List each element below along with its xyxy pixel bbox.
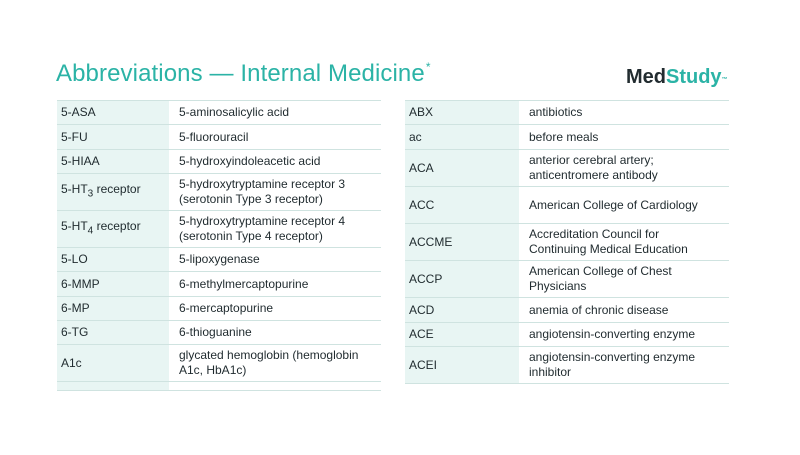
abbreviation-cell: ABX [405, 101, 519, 125]
definition-line: American College of Chest [529, 264, 672, 278]
definition-cell: American College of Cardiology [529, 197, 698, 212]
definition-line: A1c, HbA1c) [179, 363, 247, 377]
table-row [405, 150, 729, 187]
table-row [405, 347, 729, 384]
logo-study: Study [666, 66, 722, 88]
table-row [405, 187, 729, 224]
definition-cell: 5-lipoxygenase [179, 252, 260, 266]
table-row [57, 211, 381, 248]
abbreviation-cell: 5-ASA [57, 101, 169, 125]
definition-line: 5-hydroxytryptamine receptor 4 [179, 214, 346, 228]
logo-trademark: ™ [721, 77, 728, 83]
abbr-subscript: 4 [87, 225, 94, 237]
definition-cell: 5-aminosalicylic acid [179, 105, 290, 119]
definition-cell [169, 345, 381, 382]
abbreviation-cell: ACCME [405, 224, 519, 261]
table-row [57, 150, 381, 174]
title-asterisk: * [425, 60, 431, 74]
abbreviation-cell: ACD [405, 298, 519, 323]
definition-cell [519, 224, 729, 261]
definition-cell: anemia of chronic disease [529, 302, 669, 317]
definition-line: inhibitor [529, 365, 572, 379]
definition-cell: angiotensin-converting enzyme [529, 327, 696, 341]
definition-cell: antibiotics [529, 105, 583, 119]
definition-cell: before meals [529, 129, 599, 144]
table-row [405, 323, 729, 347]
table-row [57, 101, 381, 125]
table-row [405, 125, 729, 150]
table-row-spacer [57, 382, 381, 391]
definition-line: anticentromere antibody [529, 168, 658, 182]
table-row [57, 321, 381, 345]
table-row [57, 125, 381, 150]
table-row [57, 174, 381, 211]
definition-cell [519, 150, 729, 187]
table-row [57, 297, 381, 321]
abbreviation-cell: 5-LO [57, 248, 169, 272]
definition-line: (serotonin Type 4 receptor) [179, 229, 323, 243]
definition-line: Physicians [529, 279, 587, 293]
abbreviation-cell: ACCP [405, 261, 519, 298]
abbreviation-cell [57, 174, 169, 211]
definition-cell: 6-mercaptopurine [179, 301, 274, 315]
abbr-subscript: 3 [87, 188, 94, 200]
definition-cell [169, 211, 381, 248]
definition-cell: 5-fluorouracil [179, 129, 249, 144]
abbreviation-cell: 6-MP [57, 297, 169, 321]
abbreviation-cell: 5-HIAA [57, 150, 169, 174]
page-title-text: Abbreviations — Internal Medicine [56, 60, 425, 87]
abbreviations-table-left [57, 100, 381, 391]
definition-line: Continuing Medical Education [529, 242, 688, 256]
empty-cell [57, 382, 169, 391]
empty-cell [169, 382, 381, 391]
definition-line: Accreditation Council for [529, 227, 660, 241]
definition-cell: 5-hydroxyindoleacetic acid [179, 154, 321, 168]
table-row [405, 224, 729, 261]
abbreviation-cell: ACEI [405, 347, 519, 384]
abbreviation-cell: ACC [405, 187, 519, 224]
definition-cell [519, 261, 729, 298]
abbreviations-table-right [405, 100, 729, 384]
definition-cell [169, 174, 381, 211]
table-row [57, 345, 381, 382]
definition-line: angiotensin-converting enzyme [529, 350, 696, 364]
table-row [57, 272, 381, 297]
definition-cell: 6-methylmercaptopurine [179, 276, 309, 291]
abbreviation-cell: ACE [405, 323, 519, 347]
definition-cell: 6-thioguanine [179, 325, 252, 339]
abbr-suffix: receptor [93, 219, 141, 234]
abbreviation-cell: 6-TG [57, 321, 169, 345]
definition-line: (serotonin Type 3 receptor) [179, 192, 323, 206]
abbreviation-cell: 6-MMP [57, 272, 169, 297]
table-row [57, 248, 381, 272]
table-row [405, 101, 729, 125]
abbreviation-cell: A1c [57, 345, 169, 382]
logo-med: Med [626, 66, 666, 88]
abbreviation-cell: ac [405, 125, 519, 150]
table-row [405, 298, 729, 323]
abbreviation-cell: ACA [405, 150, 519, 187]
abbr-prefix: 5-HT [61, 219, 88, 234]
abbr-prefix: 5-HT [61, 182, 88, 197]
medstudy-logo [626, 66, 728, 89]
abbreviation-cell: 5-FU [57, 125, 169, 150]
table-row [405, 261, 729, 298]
page-title [56, 60, 431, 88]
definition-line: 5-hydroxytryptamine receptor 3 [179, 177, 346, 191]
definition-cell [519, 347, 729, 384]
definition-line: glycated hemoglobin (hemoglobin [179, 348, 359, 362]
definition-line: anterior cerebral artery; [529, 153, 654, 167]
abbreviation-cell [57, 211, 169, 248]
abbr-suffix: receptor [93, 182, 141, 197]
